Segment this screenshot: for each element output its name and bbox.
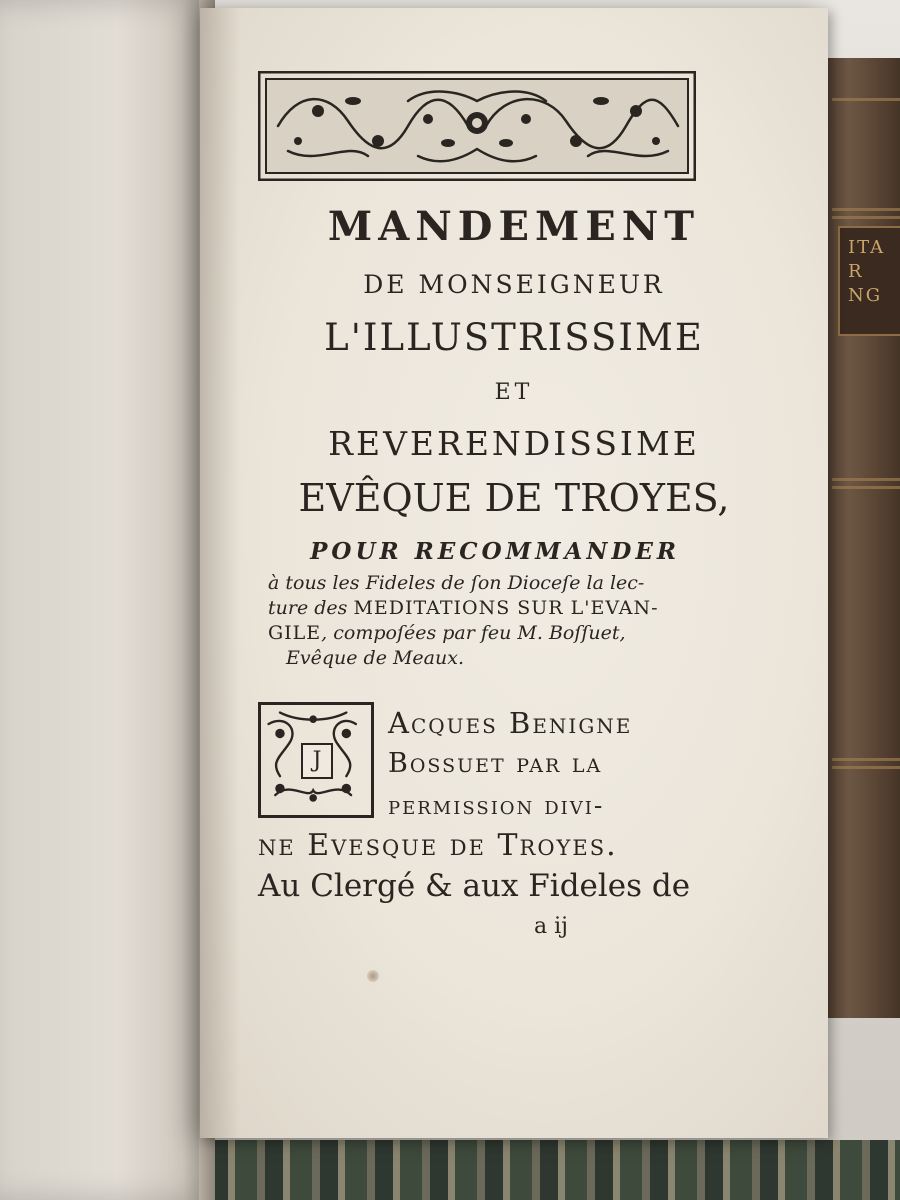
- title-main: MANDEMENT: [327, 203, 701, 250]
- foxing-spot: [367, 970, 379, 982]
- subtitle-line-1: à tous les Fideles de ſon Dioceſe la lec-: [268, 572, 645, 594]
- subtitle-lead: POUR RECOMMANDER: [310, 538, 680, 565]
- title-line-5: REVERENDISSIME: [328, 424, 700, 463]
- body-line-4: ne Evesque de Troyes.: [258, 828, 618, 863]
- neighbor-book-spine: [822, 58, 900, 1018]
- title-line-2: DE MONSEIGNEUR: [363, 270, 665, 299]
- subtitle-small-caps: MEDITATIONS SUR L'EVAN-: [353, 597, 659, 619]
- title-line-3: L'ILLUSTRISSIME: [324, 316, 704, 359]
- subtitle-line-2: ture des MEDITATIONS SUR L'EVAN-: [268, 597, 659, 619]
- title-page: [200, 8, 828, 1138]
- signature-mark: a ij: [534, 914, 568, 939]
- ornament-headband-icon: [258, 71, 696, 181]
- body-line-2: Bossuet par la: [388, 748, 603, 779]
- body-line-1: Acques Benigne: [388, 706, 633, 740]
- body-line-5: Au Clergé & aux Fideles de: [258, 868, 691, 904]
- neighbor-book-label: ITA R NG: [838, 226, 900, 336]
- drop-cap-letter: J: [301, 743, 333, 779]
- body-line-3: permission divi-: [388, 791, 605, 820]
- title-line-4: ET: [494, 380, 534, 405]
- subtitle-line-3: GILE, compoſées par feu M. Boſſuet,: [268, 622, 626, 644]
- title-line-6: EVÊQUE DE TROYES,: [298, 476, 730, 520]
- tablecloth: [180, 1140, 900, 1200]
- left-page: [0, 0, 215, 1200]
- drop-cap-ornament: [258, 702, 374, 818]
- subtitle-line-4: Evêque de Meaux.: [286, 647, 464, 669]
